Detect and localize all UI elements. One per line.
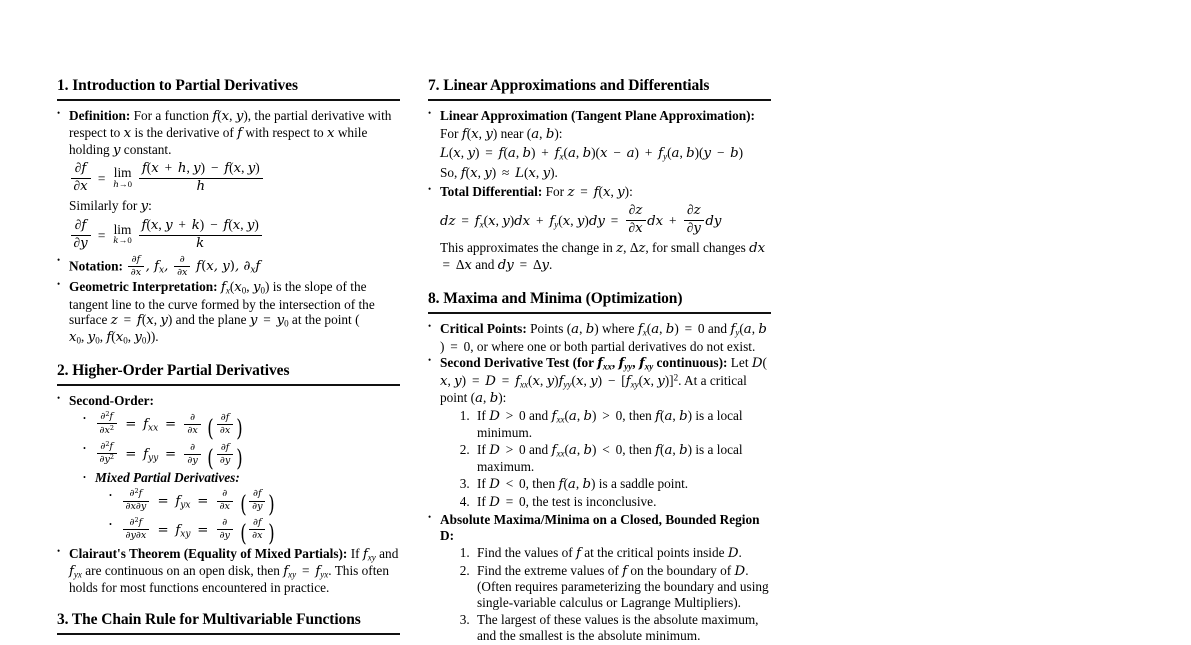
total-differential-note: This approximates the change in z, Δz, for small changes dx = Δx and dy = Δy.	[440, 240, 766, 273]
section-heading-7: 7. Linear Approximations and Differentials	[428, 77, 710, 94]
section-2-list	[57, 393, 400, 596]
clairaut-text: If $f_{xy}$ and $f_{yx}$ are continuous on an open disk, then $f_{xy} = f_{yx}$. This often holds for most functions encountered in practice.	[69, 545, 399, 596]
mixed-partials-label: Mixed Partial Derivatives:	[95, 470, 240, 486]
test-case-3: 3. If D < 0, then f(a, b) is a saddle point.	[473, 476, 771, 493]
partial-y-limit-formula: $\frac{\partial f}{\partial y}$ = lim k→0 $\frac{f(x, y + k) - f(x, y)}{k}$	[69, 218, 400, 252]
list-item-absolute-extrema	[428, 512, 771, 644]
formula-fyx: • $\frac{\partial^2f}{\partial x\partial y}$ = $f_{yx}$ = $\frac{\partial}{\partial x}$ ( $\frac{\partial f}{\partial y}$ )	[109, 488, 400, 515]
section-rule-2	[57, 384, 400, 386]
critical-points-text: Points (a, b) where $f_x(a$, b) = 0 and $f_y(a$, b) = 0, or where one or both partial derivatives do not exist.	[440, 321, 767, 354]
second-order-label: Second-Order:	[69, 393, 154, 409]
list-item-geometric-interpretation	[57, 279, 400, 346]
linear-approximation-conclusion: So, f(x, y) ≈ L(x, y).	[440, 164, 558, 181]
partial-x-limit-formula: $\frac{\partial f}{\partial x}$ = lim h→0 $\frac{f(x + h, y) - f(x, y)}{h}$	[69, 161, 400, 195]
absolute-extrema-step-2: 2. Find the extreme values of f on the boundary of D. (Often requires parameterizing the boundary and using single-variable calculus or Lagrange Multipliers).	[473, 563, 771, 612]
total-differential-label: Total Differential:	[440, 183, 543, 199]
total-differential-formula: dz = $f_x(x$, $y)dx + f_y(x$, y)dy = $\frac{\partial z}{\partial x}$ dx + $\frac{\partial z}{\partial y}$ dy	[440, 202, 722, 237]
spacer	[428, 276, 771, 289]
second-derivative-test-cases	[440, 408, 771, 512]
absolute-extrema-step-1: 1. Find the values of f at the critical points inside D.	[473, 545, 771, 562]
spacer	[57, 348, 400, 361]
section-1-list	[57, 108, 400, 346]
section-rule-1	[57, 99, 400, 101]
list-item-second-order	[57, 393, 400, 547]
test-case-2: 2. If D > 0 and $f_{xx}(a$, b) < 0, then f(a, b) is a local maximum.	[473, 442, 771, 475]
section-heading-8: 8. Maxima and Minima (Optimization)	[428, 289, 683, 307]
section-8-list	[428, 321, 771, 644]
mixed-partials-label-item	[83, 470, 400, 547]
absolute-extrema-steps	[440, 545, 771, 645]
similarly-for-y-text: Similarly for y:	[69, 198, 152, 215]
section-heading-2: 2. Higher-Order Partial Derivatives	[57, 361, 290, 379]
second-derivative-test-text: Let D(x, $y) = D = f_{xx}(x$, $y)f_{yy}(x$, $y) - [f_{xy}(x$, y)]$^2$. At a critical point (a, b):	[440, 355, 767, 406]
list-item-second-derivative-test	[428, 355, 771, 511]
list-item-notation	[57, 255, 400, 278]
list-item-clairaut	[57, 546, 400, 596]
left-column	[57, 76, 400, 645]
definition-label: Definition:	[69, 108, 131, 124]
formula-fxx: • $\frac{\partial^2f}{\partial x^2}$ = $f_{xx}$ = $\frac{\partial}{\partial x}$ ( $\frac{\partial f}{\partial x}$ )	[83, 411, 400, 439]
spacer	[57, 597, 400, 610]
section-rule-8	[428, 312, 771, 314]
second-derivative-test-label: Second Derivative Test (for $f_{xx}$, $f_{yy}$, $f_{xy}$ continuous):	[440, 355, 728, 372]
geometric-interpretation-label: Geometric Interpretation:	[69, 279, 218, 295]
section-7-list	[428, 108, 771, 274]
linear-approximation-intro: For f(x, y) near (a, b):	[440, 126, 563, 143]
section-heading-3: 3. The Chain Rule for Multivariable Functions	[57, 610, 361, 628]
test-case-1: 1. If D > 0 and $f_{xx}(a$, b) > 0, then f(a, b) is a local minimum.	[473, 408, 771, 441]
linear-approximation-label: Linear Approximation (Tangent Plane Approximation):	[440, 108, 755, 124]
section-rule-3	[57, 633, 400, 635]
mixed-partials-sublist	[95, 487, 400, 547]
right-column	[428, 76, 771, 645]
linear-approximation-formula: L(x, y) = f(a, $b) + f_x(a$, $b)(x - a) + f_y(a$, b)(y − b)	[440, 145, 744, 162]
absolute-extrema-step-3: 3. The largest of these values is the absolute maximum, and the smallest is the absolute minimum.	[473, 612, 771, 644]
formula-fyy: • $\frac{\partial^2f}{\partial y^2}$ = $f_{yy}$ = $\frac{\partial}{\partial y}$ ( $\frac{\partial f}{\partial y}$ )	[83, 441, 400, 469]
second-order-sublist	[69, 409, 400, 547]
list-item-total-differential	[428, 184, 771, 274]
absolute-extrema-label: Absolute Maxima/Minima on a Closed, Bounded Region D:	[440, 512, 760, 543]
test-case-4: 4. If D = 0, the test is inconclusive.	[473, 494, 771, 511]
total-differential-intro: For z = f(x, y):	[545, 183, 633, 200]
section-rule-7	[428, 99, 771, 101]
list-item-critical-points	[428, 321, 771, 354]
definition-text: For a function f(x, y), the partial derivative with respect to x is the derivative of f with respect to x while holding y constant.	[69, 108, 392, 158]
formula-fxy: • $\frac{\partial^2f}{\partial y\partial x}$ = $f_{xy}$ = $\frac{\partial}{\partial y}$ ( $\frac{\partial f}{\partial x}$ )	[109, 517, 400, 544]
critical-points-label: Critical Points:	[440, 321, 527, 337]
list-item-definition	[57, 108, 400, 252]
section-heading-1: 1. Introduction to Partial Derivatives	[57, 77, 298, 94]
clairaut-label: Clairaut's Theorem (Equality of Mixed Partials):	[69, 545, 348, 561]
notation-label: Notation:	[69, 258, 123, 274]
list-item-linear-approximation	[428, 108, 771, 181]
notation-formula: $\frac{\partial f}{\partial x}$ , $f_x$, $\frac{\partial}{\partial x}$ f(x, y), $\partial_xf$	[126, 259, 260, 274]
two-column-layout	[57, 76, 769, 645]
geometric-interpretation-text: $f_x(x_0$, $y_0$) is the slope of the tangent line to the curve formed by the intersection of the surface z = f(x, y) and the plane $y = y_0$ at the point ($x_0$, $y_0$, $f(x_0$, $y_0$)).	[69, 279, 375, 347]
